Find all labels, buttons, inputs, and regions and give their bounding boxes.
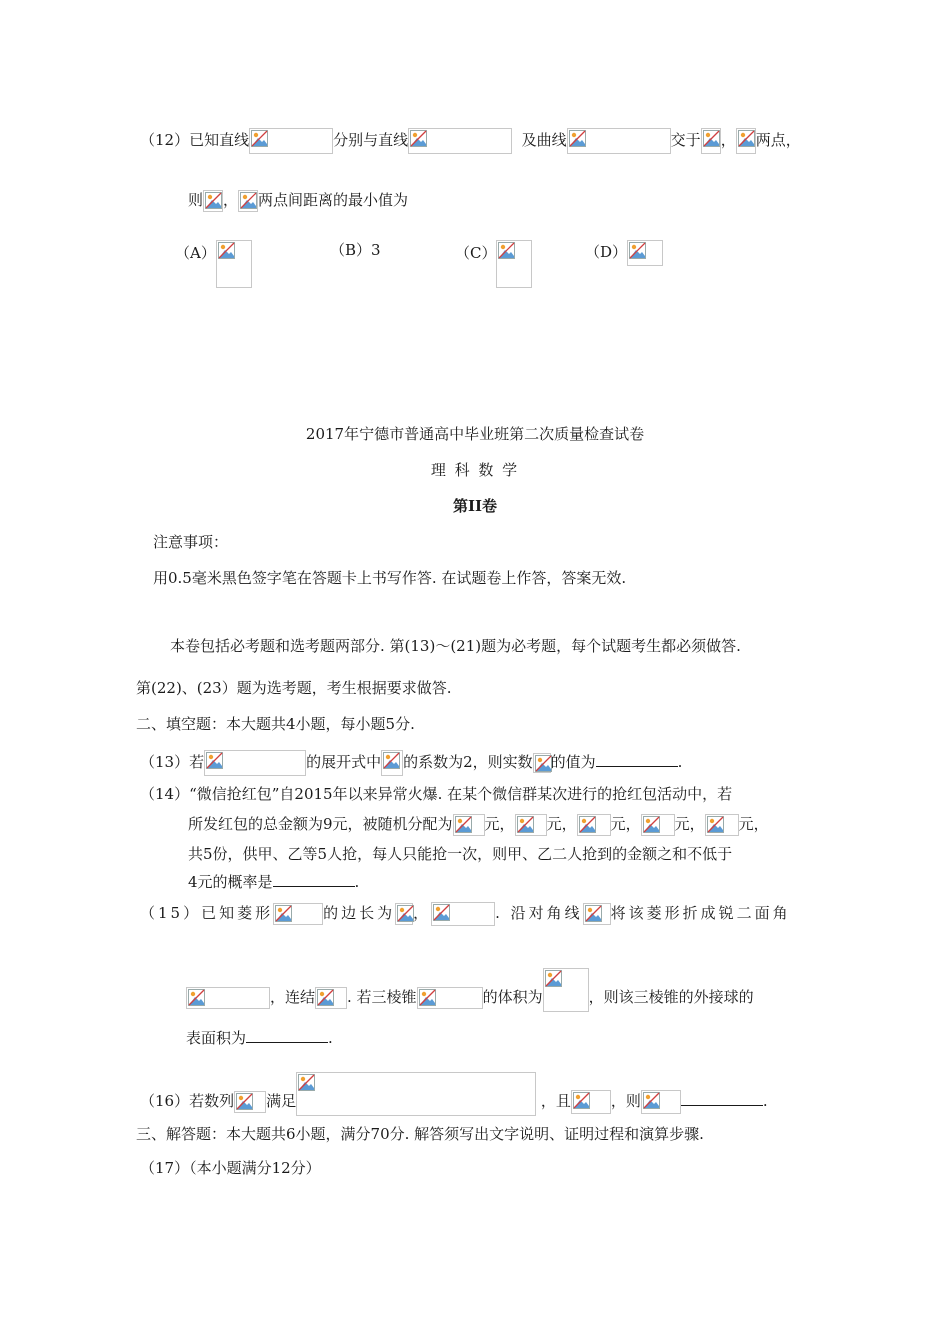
q12-line2: 则 ， 两点间距离的最小值为 [188,190,408,212]
q15-line2: ，连结 . 若三棱锥 的体积为 ，则该三棱锥的外接球的 [186,968,754,1012]
q14-line3: 共5份，供甲、乙等5人抢，每人只能抢一次，则甲、乙二人抢到的金额之和不低于 [188,845,733,863]
broken-image-icon [315,987,347,1009]
q12-option-d: （D） [585,240,663,266]
broken-image-icon [641,814,675,836]
volume-title: 第II卷 [452,497,498,515]
broken-image-icon [515,814,547,836]
q12-option-c: （C） [455,240,532,288]
answer-blank [681,1091,763,1106]
broken-image-icon [234,1091,266,1113]
broken-image-icon [453,814,485,836]
intro-line1: 本卷包括必考题和选考题两部分. 第(13)～(21)题为必考题，每个试题考生都必须做答. [170,637,741,655]
q12-option-b: （B）3 [330,241,381,259]
broken-image-icon [203,190,223,212]
broken-image-icon [216,240,252,288]
broken-image-icon [249,128,333,154]
q17-heading: （17）（本小题满分12分） [140,1159,321,1177]
intro-line2: 第(22)、(23）题为选考题，考生根据要求做答. [136,679,452,697]
q14-line1: （14）“微信抢红包”自2015年以来异常火爆. 在某个微信群某次进行的抢红包活动中，若 [140,785,733,803]
broken-image-icon [408,128,512,154]
q12-label: （12）已知直线 [140,131,250,149]
answer-blank [596,752,678,767]
q12-line1: （12）已知直线 分别与直线 及曲线 交于 ， 两点， [140,128,801,154]
q12-option-a: （A） [175,240,252,288]
answer-blank [273,872,355,887]
q14-line4: 4元的概率是 . [188,873,360,891]
broken-image-icon [238,190,258,212]
broken-image-icon [701,128,721,154]
section-solve: 三、解答题：本大题共6小题，满分70分. 解答须写出文字说明、证明过程和演算步骤. [136,1125,704,1143]
q15-line1: （15）已知菱形 的边长为 ， . 沿对角线 将该菱形折成锐二面角 [140,902,791,926]
broken-image-icon [627,240,663,266]
broken-image-icon [736,128,756,154]
broken-image-icon [431,902,495,926]
notice-heading: 注意事项： [153,533,229,551]
broken-image-icon [641,1090,681,1114]
broken-image-icon [571,1090,611,1114]
broken-image-icon [417,987,483,1009]
broken-image-icon [204,750,306,776]
broken-image-icon [395,903,413,925]
broken-image-icon [533,753,551,773]
subject-title: 理 科 数 学 [430,461,520,479]
broken-image-icon [186,987,270,1009]
broken-image-icon [543,968,589,1012]
exam-title: 2017年宁德市普通高中毕业班第二次质量检查试卷 [305,425,645,443]
broken-image-icon [273,903,323,925]
answer-blank [246,1028,328,1043]
broken-image-icon [567,128,671,154]
q14-line2: 所发红包的总金额为9元，被随机分配为 元， 元， 元， 元， 元， [188,814,769,836]
broken-image-icon [705,814,739,836]
q15-line3: 表面积为 . [186,1029,333,1047]
broken-image-icon [577,814,611,836]
broken-image-icon [381,750,403,776]
broken-image-icon [583,903,611,925]
section-fill-in: 二、填空题：本大题共4小题，每小题5分. [136,715,415,733]
notice-line: 用0.5毫米黑色签字笔在答题卡上书写作答. 在试题卷上作答，答案无效. [153,569,627,587]
broken-image-icon [296,1072,536,1116]
q16: （16）若数列 满足 ，且 ，则 . [140,1072,768,1116]
broken-image-icon [496,240,532,288]
q13: （13）若 的展开式中 的系数为2，则实数 的值为 . [140,750,682,776]
